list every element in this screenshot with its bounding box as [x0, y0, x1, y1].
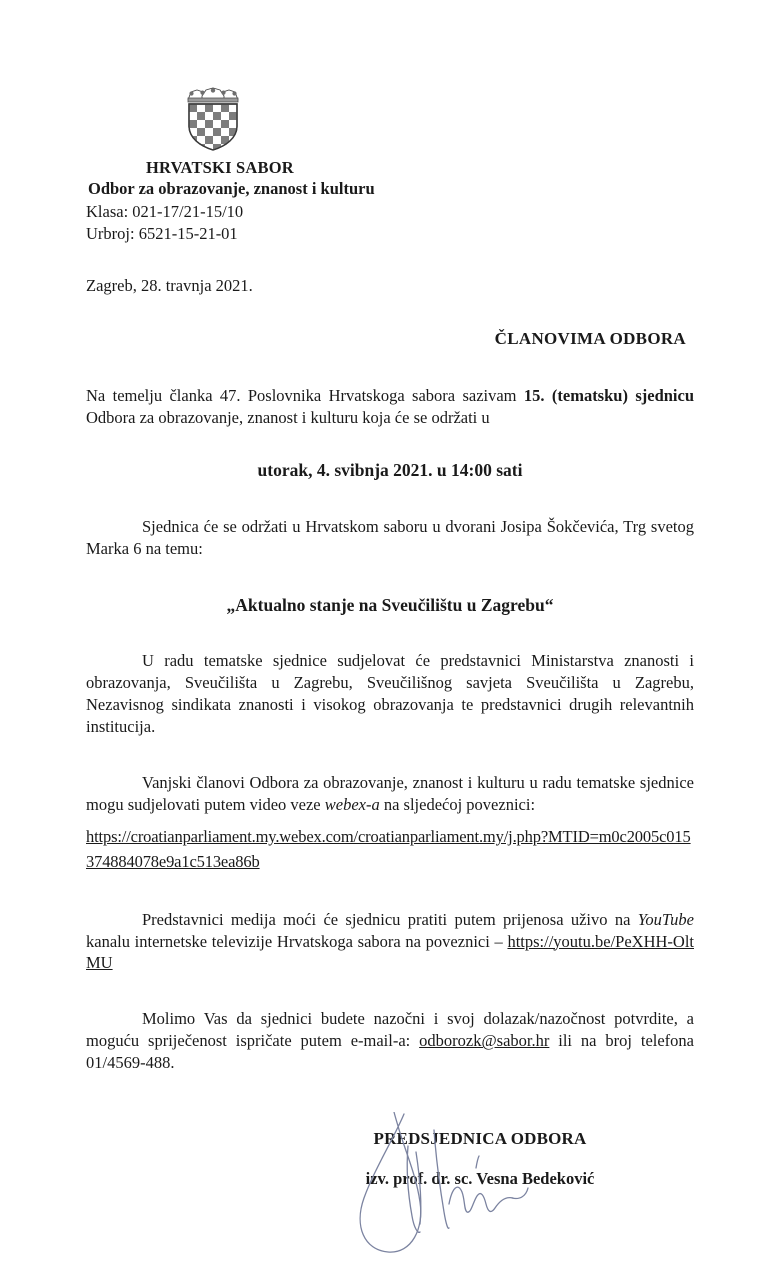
email-link[interactable]: odborozk@sabor.hr — [419, 1031, 550, 1051]
youtube-link[interactable]: https://youtu.be/PeXHH-OltMU — [86, 931, 694, 973]
youtube-italic-word: YouTube — [637, 909, 694, 929]
addressee-heading: ČLANOVIMA ODBORA — [494, 329, 686, 349]
convocation-text-part2: Odbora za obrazovanje, znanost i kulturu koja će se održati u — [86, 408, 490, 428]
rsvp-text-part2: ili na broj telefona 01/4569-488. — [86, 1031, 694, 1073]
venue-paragraph: Sjednica će se održati u Hrvatskom saboru u dvorani Josipa Šokčevića, Trg svetog Marka 6 na temu: — [86, 516, 694, 558]
participants-paragraph: U radu tematske sjednice sudjelovat će predstavnici Ministarstva znanosti i obrazovanja, Sveučilišta u Zagrebu, Sveučilišnog savjeta Sveučilišta u Zagrebu, Nezavisnog sindikata znanosti i visokog obrazovanja te predstavnici drugih relevantnih institucija. — [86, 651, 694, 737]
webex-link[interactable] — [86, 825, 694, 875]
meeting-datetime: utorak, 4. svibnja 2021. u 14:00 sati — [257, 460, 523, 481]
urbroj-reference: Urbroj: 6521-15-21-01 — [86, 224, 238, 244]
coat-of-arms-icon — [86, 86, 694, 152]
webex-text-part2: na sljedećoj poveznici: — [379, 795, 536, 815]
convocation-paragraph — [86, 385, 694, 429]
letter-body — [86, 385, 694, 1074]
webex-url-line-2[interactable]: 374884078e9a1c513ea86b — [86, 851, 260, 871]
webex-italic-word: webex-a — [324, 795, 380, 815]
rsvp-paragraph — [86, 1008, 694, 1074]
media-text-part1: Predstavnici medija moći će sjednicu pratiti putem prijenosa uživo na — [142, 909, 638, 929]
place-and-date: Zagreb, 28. travnja 2021. — [86, 275, 253, 295]
media-text-part2: kanalu internetske televizije Hrvatskoga sabora na poveznici – — [86, 931, 508, 951]
webex-paragraph — [86, 772, 694, 816]
signatory-name: izv. prof. dr. sc. Vesna Bedeković — [365, 1169, 595, 1189]
topic-title: „Aktualno stanje na Sveučilištu u Zagrebu“ — [226, 594, 554, 615]
webex-text-part1: Vanjski članovi Odbora za obrazovanje, znanost i kulturu u radu tematske sjednice mogu sudjelovati putem video veze — [86, 773, 694, 815]
rsvp-text-part1: Molimo Vas da sjednici budete nazočni i svoj dolazak/nazočnost potvrdite, a moguću spriječenost ispričate putem e-mail-a: — [86, 1009, 694, 1051]
session-number-bold: 15. (tematsku) sjednicu — [523, 386, 695, 406]
letterhead — [86, 0, 694, 296]
signature-block — [86, 1128, 694, 1190]
committee-name: Odbor za obrazovanje, znanost i kulturu — [88, 179, 375, 199]
webex-url-line-1[interactable]: https://croatianparliament.my.webex.com/croatianparliament.my/j.php?MTID=m0c2005c015 — [86, 827, 691, 847]
convocation-text-part1: Na temelju članka 47. Poslovnika Hrvatskoga sabora sazivam — [86, 386, 524, 406]
organization-name: HRVATSKI SABOR — [146, 158, 294, 177]
signatory-title: PREDSJEDNICA ODBORA — [373, 1129, 587, 1149]
klasa-reference: Klasa: 021-17/21-15/10 — [86, 202, 244, 222]
media-paragraph — [86, 909, 694, 975]
